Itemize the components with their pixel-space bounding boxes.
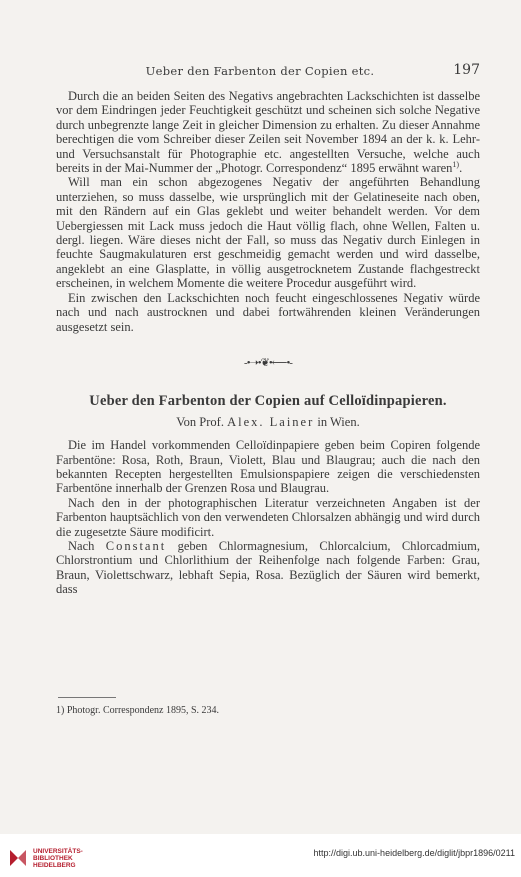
paragraph: Will man ein schon abgezogenes Negativ der angeführten Behandlung unterziehen, so muss dasselbe, wie ursprünglich mit der Gelatineseite nach oben, mit den Rändern auf ein Glas geklebt und weiter behandelt werden. Vor dem Uebergiessen mit Lack muss jedoch die Haut völlig flach, ohne Wellen, Falten u. dergl. liegen. Wäre dieses nicht der Fall, so muss das Negativ durch Einlegen in feuchte Saugmakulaturen erst geschmeidig gemacht werden und wird dasselbe, angeklebt an eine Glasplatte, in völlig ausgetrocknetem Zustande flachgestreckt erscheinen, in welchem Momente die weitere Procedur ausgeführt wird. (56, 175, 480, 291)
logo-text: UNIVERSITÄTS- BIBLIOTHEK HEIDELBERG (33, 848, 83, 869)
footnote-rule (58, 697, 116, 698)
cited-author: Constant (105, 538, 167, 553)
page-number: 197 (453, 62, 480, 78)
byline-author: Alex. Lainer (227, 414, 315, 429)
main-text (56, 89, 480, 597)
paragraph: Nach Constant geben Chlormagnesium, Chlorcalcium, Chlorcadmium, Chlorstrontium und Chlorlithium der Reihenfolge nach folgende Farben: Grau, Braun, Violettschwarz, lebhaft Sepia, Rosa. Bezüglich der Säuren wird bemerkt, dass (56, 538, 481, 597)
paragraph: Ein zwischen den Lackschichten noch feucht eingeschlossenes Negativ würde nach und nach austrocknen und dabei fortwährenden kleinen Veränderungen ausgesetzt sein. (56, 290, 480, 334)
section-title: Ueber den Farbenton der Copien auf Celloïdinpapieren. (89, 393, 447, 410)
footer-bar (0, 834, 521, 877)
byline: Von Prof. Alex. Lainer in Wien. (176, 414, 360, 429)
running-title: Ueber den Farbenton der Copien etc. (145, 64, 375, 78)
footnote-marker: 1) (452, 159, 460, 169)
ornament-divider: -•➝•❦•⟵•- (244, 356, 292, 369)
footnote-text: 1) Photogr. Correspondenz 1895, S. 234. (56, 705, 220, 716)
paragraph: Durch die an beiden Seiten des Negativs angebrachten Lackschichten ist dasselbe vor dem Eindringen jeder Feuchtigkeit geschützt und scheinen sich solche Negative durch unbegrenzte lange Zeit in gleicher Dimension zu erhalten. Zu dieser Annahme berechtigen die vom Schreiber dieser Zeilen seit November 1894 an der k. k. Lehr- und Versuchsanstalt für Photographie etc. angestellten Versuche, welche auch bereits in der Mai-Nummer der „Photogr. Correspondenz“ 1895 erwähnt waren$^{1)}$. (56, 89, 480, 176)
source-url[interactable]: http://digi.ub.uni-heidelberg.de/diglit/jbpr1896/0211 (313, 848, 515, 858)
paragraph: Die im Handel vorkommenden Celloïdinpapiere geben beim Copiren folgende Farbentöne: Rosa, Roth, Braun, Violett, Blau und Blaugrau; auch die nach den bekannten Recepten hergestellten Emulsionspapiere zeigen die verschiedensten Farbentöne innerhalb der Grenzen Rosa und Blaugrau. (56, 438, 480, 496)
paragraph: Nach den in der photographischen Literatur verzeichneten Angaben ist der Farbenton hauptsächlich von den verwendeten Chlorsalzen abhängig und wird durch die zugesetzte Säure modificirt. (56, 495, 480, 539)
footnote (56, 697, 480, 716)
university-library-logo-icon (8, 848, 28, 868)
running-header (40, 62, 480, 80)
